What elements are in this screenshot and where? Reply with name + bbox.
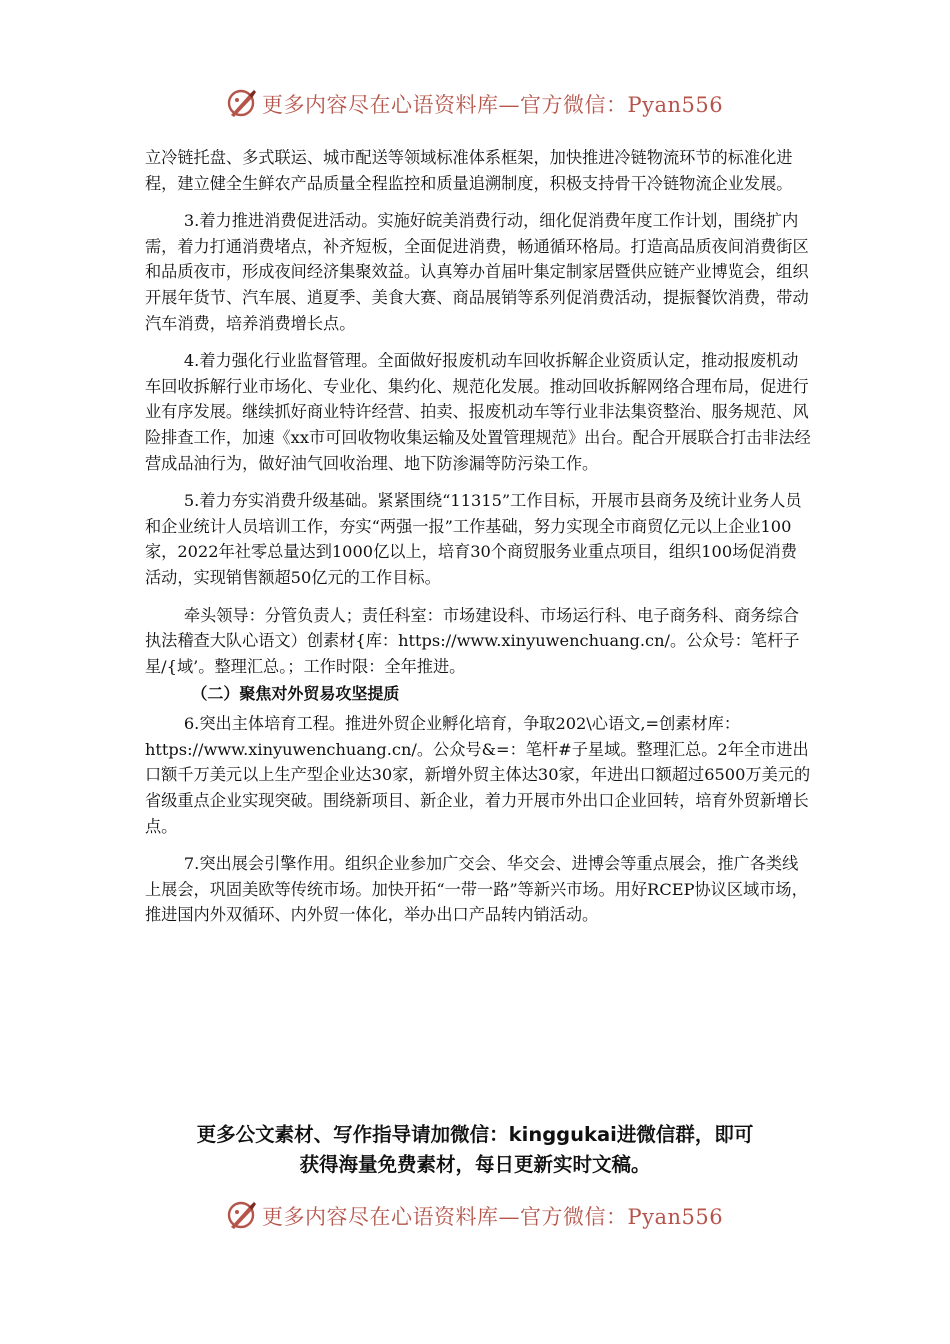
top-watermark-banner — [0, 83, 950, 123]
bottom-watermark-banner — [0, 1195, 950, 1235]
paragraph-item-3: 3.着力推进消费促进活动。实施好皖美消费行动，细化促消费年度工作计划，围绕扩内需，着力打通消费堵点，补齐短板，全面促进消费，畅通循环格局。打造高品质夜间消费街区和品质夜市，形成夜间经济集聚效益。认真筹办首届叶集定制家居暨供应链产业博览会，组织开展年货节、汽车展、逍夏季、美食大赛、商品展销等系列促消费活动，提振餐饮消费，带动汽车消费，培养消费增长点。 — [145, 211, 809, 333]
paragraph-continuation: 立冷链托盘、多式联运、城市配送等领域标准体系框架，加快推进冷链物流环节的标准化进程，建立健全生鲜农产品质量全程监控和质量追溯制度，积极支持骨干冷链物流企业发展。 — [145, 148, 793, 193]
watermark-text: 更多内容尽在心语资料库—官方微信：Pyan556 — [262, 1205, 724, 1229]
pen-logo-icon — [225, 86, 259, 120]
paragraph-item-6: 6.突出主体培育工程。推进外贸企业孵化培育，争取202\心语文,=创素材库：https://www.xinyuwenchuang.cn/。公众号&=：笔杆#子星域。整理汇总。2年全市进出口额千万美元以上生产型企业达30家，新增外贸主体达30家，年进出口额超过6500万美元的省级重点企业实现突破。围绕新项目、新企业，着力开展市外出口企业回转，培育外贸新增长点。 — [145, 714, 811, 836]
promo-line-2: 获得海量免费素材，每日更新实时文稿。 — [299, 1153, 651, 1176]
document-body — [145, 145, 813, 928]
watermark-text: 更多内容尽在心语资料库—官方微信：Pyan556 — [262, 93, 724, 117]
section-heading: （二）聚焦对外贸易攻坚提质 — [191, 684, 400, 704]
pen-logo-icon — [225, 1198, 259, 1232]
promo-block — [140, 1120, 810, 1180]
promo-line-1: 更多公文素材、写作指导请加微信：kinggukai进微信群，即可 — [196, 1123, 754, 1146]
paragraph-item-4: 4.着力强化行业监督管理。全面做好报废机动车回收拆解企业资质认定，推动报废机动车回收拆解行业市场化、专业化、集约化、规范化发展。推动回收拆解网络合理布局，促进行业有序发展。继续抓好商业特许经营、拍卖、报废机动车等行业非法集资整治、服务规范、风险排查工作，加速《xx市可回收物收集运输及处置管理规范》出台。配合开展联合打击非法经营成品油行为，做好油气回收治理、地下防渗漏等防污染工作。 — [145, 351, 811, 473]
paragraph-item-7: 7.突出展会引擎作用。组织企业参加广交会、华交会、进博会等重点展会，推广各类线上展会，巩固美欧等传统市场。加快开拓“一带一路”等新兴市场。用好RCEP协议区域市场，推进国内外双循环、内外贸一体化，举办出口产品转内销活动。 — [145, 854, 808, 925]
paragraph-item-5: 5.着力夯实消费升级基础。紧紧围绕“11315”工作目标，开展市县商务及统计业务人员和企业统计人员培训工作，夯实“两强一报”工作基础，努力实现全市商贸亿元以上企业100家，2022年社零总量达到1000亿以上，培育30个商贸服务业重点项目，组织100场促消费活动，实现销售额超50亿元的工作目标。 — [145, 491, 802, 587]
paragraph-responsibility: 牵头领导：分管负责人；责任科室：市场建设科、市场运行科、电子商务科、商务综合执法稽查大队心语文）创素材{库：https://www.xinyuwenchuang.cn/。公众号：笔杆子星/{域’。整理汇总。；工作时限：全年推进。 — [145, 605, 800, 676]
